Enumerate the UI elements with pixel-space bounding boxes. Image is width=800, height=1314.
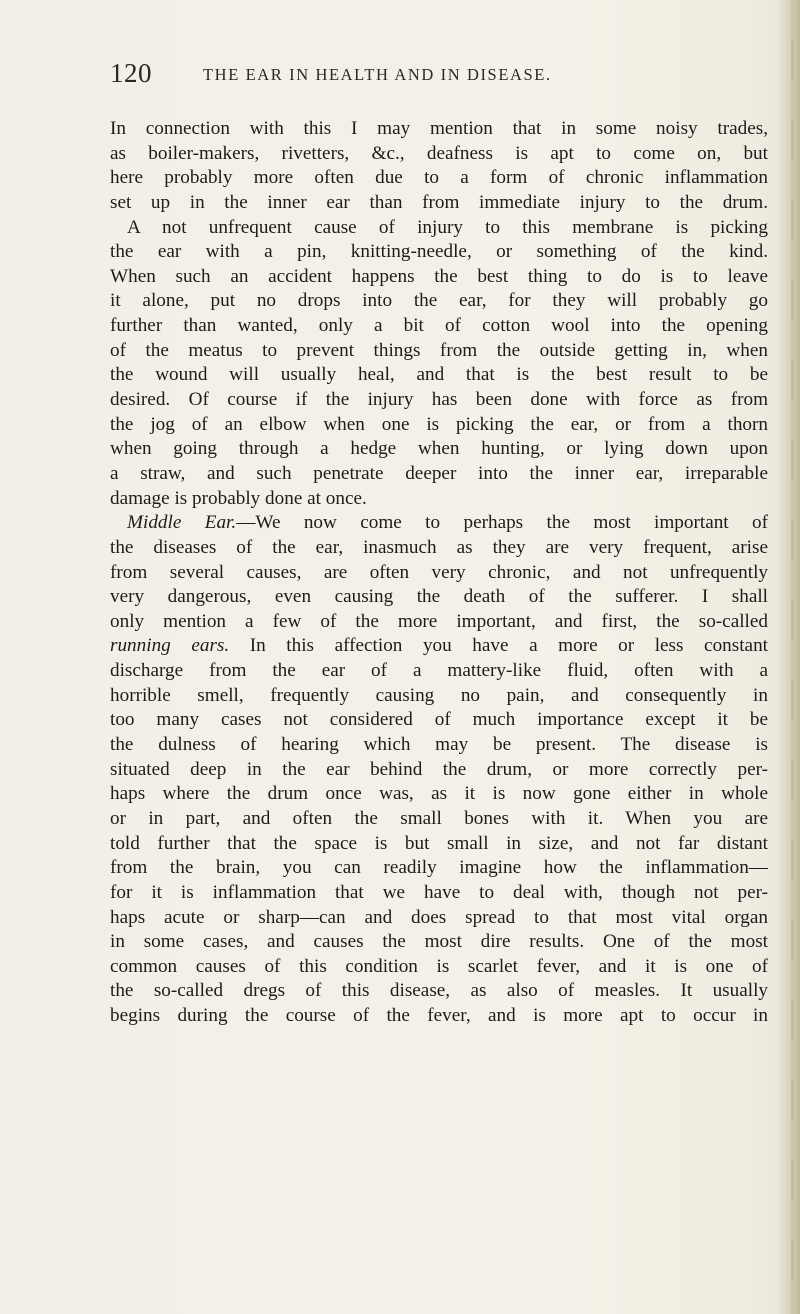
text-line: as boiler-makers, rivetters, &c., deafness is apt to come on, but bbox=[110, 142, 768, 164]
text-line: from the brain, you can readily imagine how the inflammation— bbox=[110, 857, 768, 879]
text-line: further than wanted, only a bit of cotton wool into the opening bbox=[110, 315, 768, 337]
text-line: a straw, and such penetrate deeper into the inner ear, irreparable bbox=[110, 462, 768, 484]
text-line: the diseases of the ear, inasmuch as they are very frequent, arise bbox=[110, 536, 768, 558]
text-line: the jog of an elbow when one is picking the ear, or from a thorn bbox=[110, 413, 768, 435]
text-line: In connection with this I may mention that in some noisy trades, bbox=[110, 118, 768, 139]
text-run: —We now come to perhaps the most important of bbox=[236, 512, 768, 534]
binding-edge bbox=[791, 0, 794, 1314]
italic-term: running ears. bbox=[110, 635, 230, 657]
text-line: of the meatus to prevent things from the outside getting in, when bbox=[110, 339, 768, 361]
text-line: When such an accident happens the best thing to do is to leave bbox=[110, 265, 768, 287]
text-line: very dangerous, even causing the death of the sufferer. I shall bbox=[110, 586, 768, 608]
text-run: In this affection you have a more or less constant bbox=[229, 635, 768, 657]
text-line: too many cases not considered of much importance except it be bbox=[110, 709, 768, 731]
text-line: when going through a hedge when hunting, or lying down upon bbox=[110, 438, 768, 460]
text-line: only mention a few of the more important, and first, the so-called bbox=[110, 610, 768, 632]
italic-heading: Middle Ear. bbox=[127, 512, 237, 534]
text-line: set up in the inner ear than from immediate injury to the drum. bbox=[110, 191, 768, 213]
running-head: THE EAR IN HEALTH AND IN DISEASE. bbox=[203, 65, 552, 84]
body-text bbox=[110, 117, 768, 1029]
text-line: horrible smell, frequently causing no pain, and consequently in bbox=[110, 684, 768, 706]
text-line: the dulness of hearing which may be present. The disease is bbox=[110, 734, 768, 756]
text-line: or in part, and often the small bones with it. When you are bbox=[110, 807, 768, 829]
page-header bbox=[110, 58, 710, 88]
text-line bbox=[110, 634, 768, 659]
text-line: here probably more often due to a form of chronic inflammation bbox=[110, 167, 768, 189]
text-line bbox=[110, 511, 768, 536]
text-line: from several causes, are often very chronic, and not unfrequently bbox=[110, 561, 768, 583]
text-line: told further that the space is but small in size, and not far distant bbox=[110, 832, 768, 854]
text-line: begins during the course of the fever, and is more apt to occur in bbox=[110, 1005, 768, 1027]
text-line: A not unfrequent cause of injury to this membrane is picking bbox=[127, 216, 768, 238]
text-line: haps where the drum once was, as it is now gone either in whole bbox=[110, 783, 768, 805]
text-line: discharge from the ear of a mattery-like fluid, often with a bbox=[110, 660, 768, 682]
page-number: 120 bbox=[110, 58, 152, 88]
text-line: the ear with a pin, knitting-needle, or something of the kind. bbox=[110, 241, 768, 263]
text-line: situated deep in the ear behind the drum, or more correctly per- bbox=[110, 758, 768, 780]
text-line: the wound will usually heal, and that is the best result to be bbox=[110, 364, 768, 386]
text-line: the so-called dregs of this disease, as also of measles. It usually bbox=[110, 980, 768, 1002]
text-line: in some cases, and causes the most dire results. One of the most bbox=[110, 931, 768, 953]
text-line: haps acute or sharp—can and does spread to that most vital organ bbox=[110, 906, 768, 928]
text-line: desired. Of course if the injury has been done with force as from bbox=[110, 389, 768, 411]
page-edge-shadow bbox=[778, 0, 800, 1314]
text-line: it alone, put no drops into the ear, for they will probably go bbox=[110, 290, 768, 312]
text-line: damage is probably done at once. bbox=[110, 487, 367, 509]
text-line: for it is inflammation that we have to deal with, though not per- bbox=[110, 881, 768, 903]
text-line: common causes of this condition is scarlet fever, and it is one of bbox=[110, 955, 768, 977]
